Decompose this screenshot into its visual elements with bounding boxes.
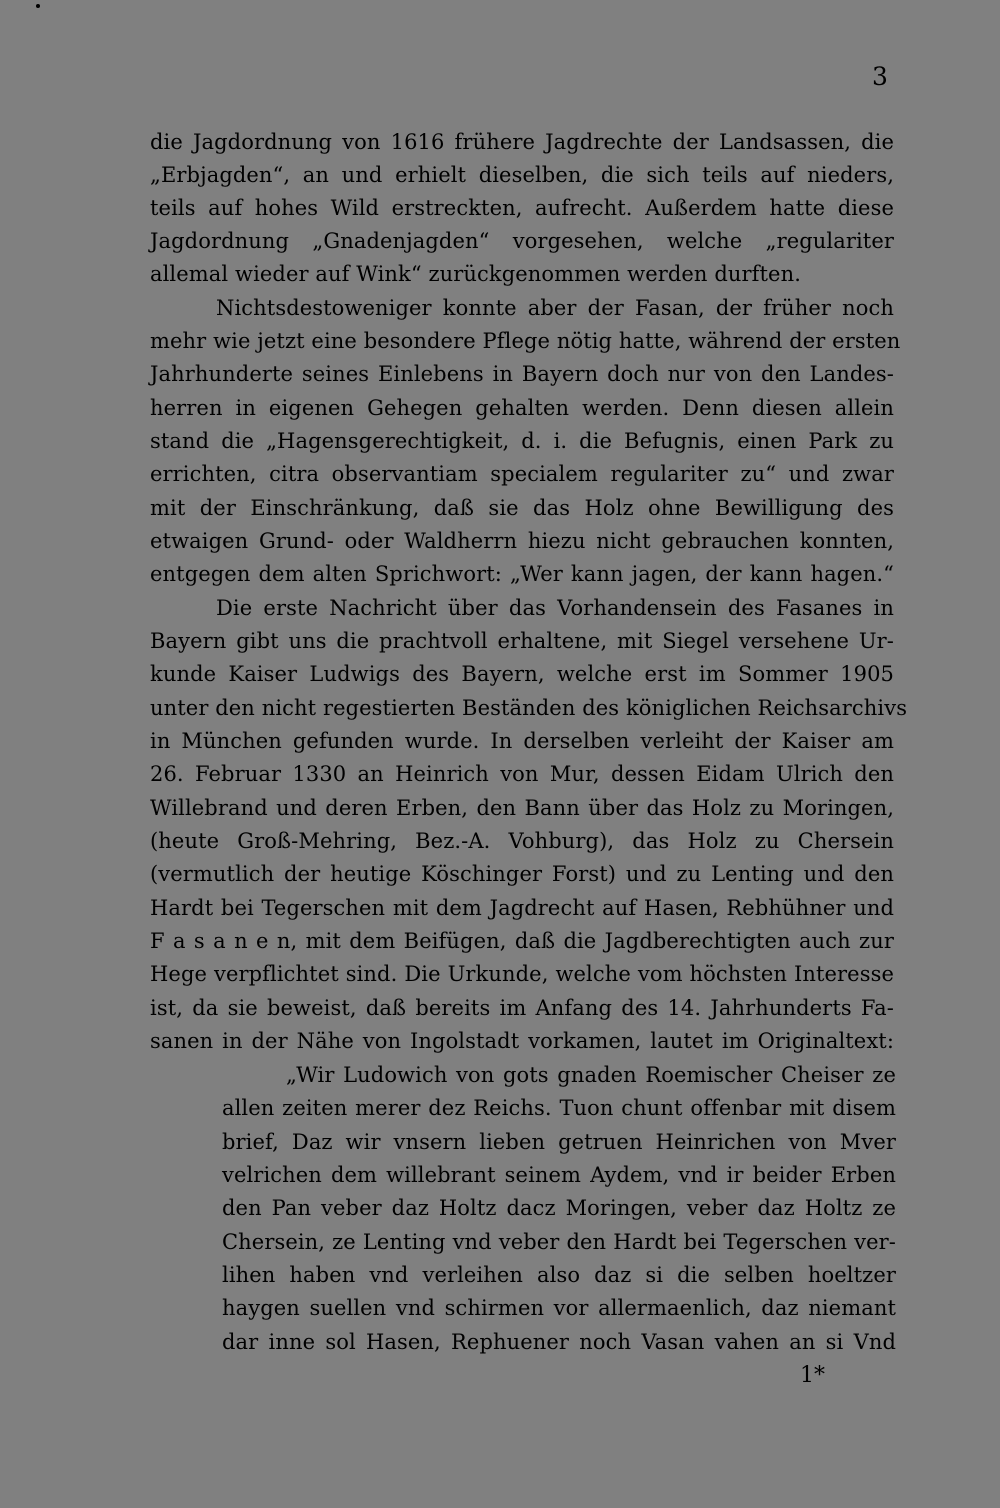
text-line: unter den nicht regestierten Beständen des königlichen Reichsarchivs xyxy=(150,696,908,720)
text-line: Nichtsdestoweniger konnte aber der Fasan, der früher noch xyxy=(216,296,894,320)
text-line: Die erste Nachricht über das Vorhandensein des Fasanes in xyxy=(216,596,894,620)
text-line: allemal wieder auf Wink“ zurückgenommen werden durften. xyxy=(150,262,801,286)
text-line: mehr wie jetzt eine besondere Pflege nötig hatte, während der ersten xyxy=(150,329,901,353)
stray-dot-mark xyxy=(36,4,40,8)
text-line: kunde Kaiser Ludwigs des Bayern, welche erst im Sommer 1905 xyxy=(150,662,894,686)
quote-line: dar inne sol Hasen, Rephuener noch Vasan vahen an si Vnd xyxy=(222,1330,896,1354)
text-line: Hardt bei Tegerschen mit dem Jagdrecht auf Hasen, Rebhühner und xyxy=(150,896,894,920)
text-line: Jagdordnung „Gnadenjagden“ vorgesehen, welche „regulariter xyxy=(150,229,894,253)
text-line: „Erbjagden“, an und erhielt dieselben, die sich teils auf nieders, xyxy=(150,163,894,187)
quote-line: Chersein, ze Lenting vnd veber den Hardt bei Tegerschen ver- xyxy=(222,1230,896,1254)
text-line: in München gefunden wurde. In derselben verleiht der Kaiser am xyxy=(150,729,894,753)
text-line: entgegen dem alten Sprichwort: „Wer kann jagen, der kann hagen.“ xyxy=(150,562,894,586)
quote-line: „Wir Ludowich von gots gnaden Roemischer Cheiser ze xyxy=(286,1063,896,1087)
text-line: Jahrhunderte seines Einlebens in Bayern doch nur von den Landes- xyxy=(150,362,894,386)
text-line: errichten, citra observantiam specialem regulariter zu“ und zwar xyxy=(150,462,894,486)
text-line: F a s a n e n, mit dem Beifügen, daß die Jagdberechtigten auch zur xyxy=(150,929,894,953)
text-line: ist, da sie beweist, daß bereits im Anfang des 14. Jahrhunderts Fa- xyxy=(150,996,894,1020)
text-line: (vermutlich der heutige Köschinger Forst) und zu Lenting und den xyxy=(150,862,894,886)
text-line: Willebrand und deren Erben, den Bann über das Holz zu Moringen, xyxy=(150,796,894,820)
text-line: (heute Groß-Mehring, Bez.-A. Vohburg), das Holz zu Chersein xyxy=(150,829,894,853)
text-line: etwaigen Grund- oder Waldherrn hiezu nicht gebrauchen konnten, xyxy=(150,529,894,553)
text-line: Hege verpflichtet sind. Die Urkunde, welche vom höchsten Interesse xyxy=(150,962,894,986)
text-line: Bayern gibt uns die prachtvoll erhaltene, mit Siegel versehene Ur- xyxy=(150,629,894,653)
quote-line: velrichen dem willebrant seinem Aydem, vnd ir beider Erben xyxy=(222,1163,896,1187)
text-line: sanen in der Nähe von Ingolstadt vorkamen, lautet im Originaltext: xyxy=(150,1029,894,1053)
quote-line: den Pan veber daz Holtz dacz Moringen, veber daz Holtz ze xyxy=(222,1196,896,1220)
quote-line: brief, Daz wir vnsern lieben getruen Heinrichen von Mver xyxy=(222,1130,896,1154)
text-line: mit der Einschränkung, daß sie das Holz ohne Bewilligung des xyxy=(150,496,894,520)
quote-line: allen zeiten merer dez Reichs. Tuon chunt offenbar mit disem xyxy=(222,1096,896,1120)
text-line: herren in eigenen Gehegen gehalten werden. Denn diesen allein xyxy=(150,396,894,420)
text-line: 26. Februar 1330 an Heinrich von Mur, dessen Eidam Ulrich den xyxy=(150,762,894,786)
page-number: 3 xyxy=(872,62,888,91)
text-line: die Jagdordnung von 1616 frühere Jagdrechte der Landsassen, die xyxy=(150,130,894,154)
signature-mark: 1* xyxy=(800,1363,825,1388)
quote-line: lihen haben vnd verleihen also daz si die selben hoeltzer xyxy=(222,1263,896,1287)
quote-line: haygen suellen vnd schirmen vor allermaenlich, daz niemant xyxy=(222,1296,896,1320)
text-line: teils auf hohes Wild erstreckten, aufrecht. Außerdem hatte diese xyxy=(150,196,894,220)
text-line: stand die „Hagensgerechtigkeit, d. i. die Befugnis, einen Park zu xyxy=(150,429,894,453)
